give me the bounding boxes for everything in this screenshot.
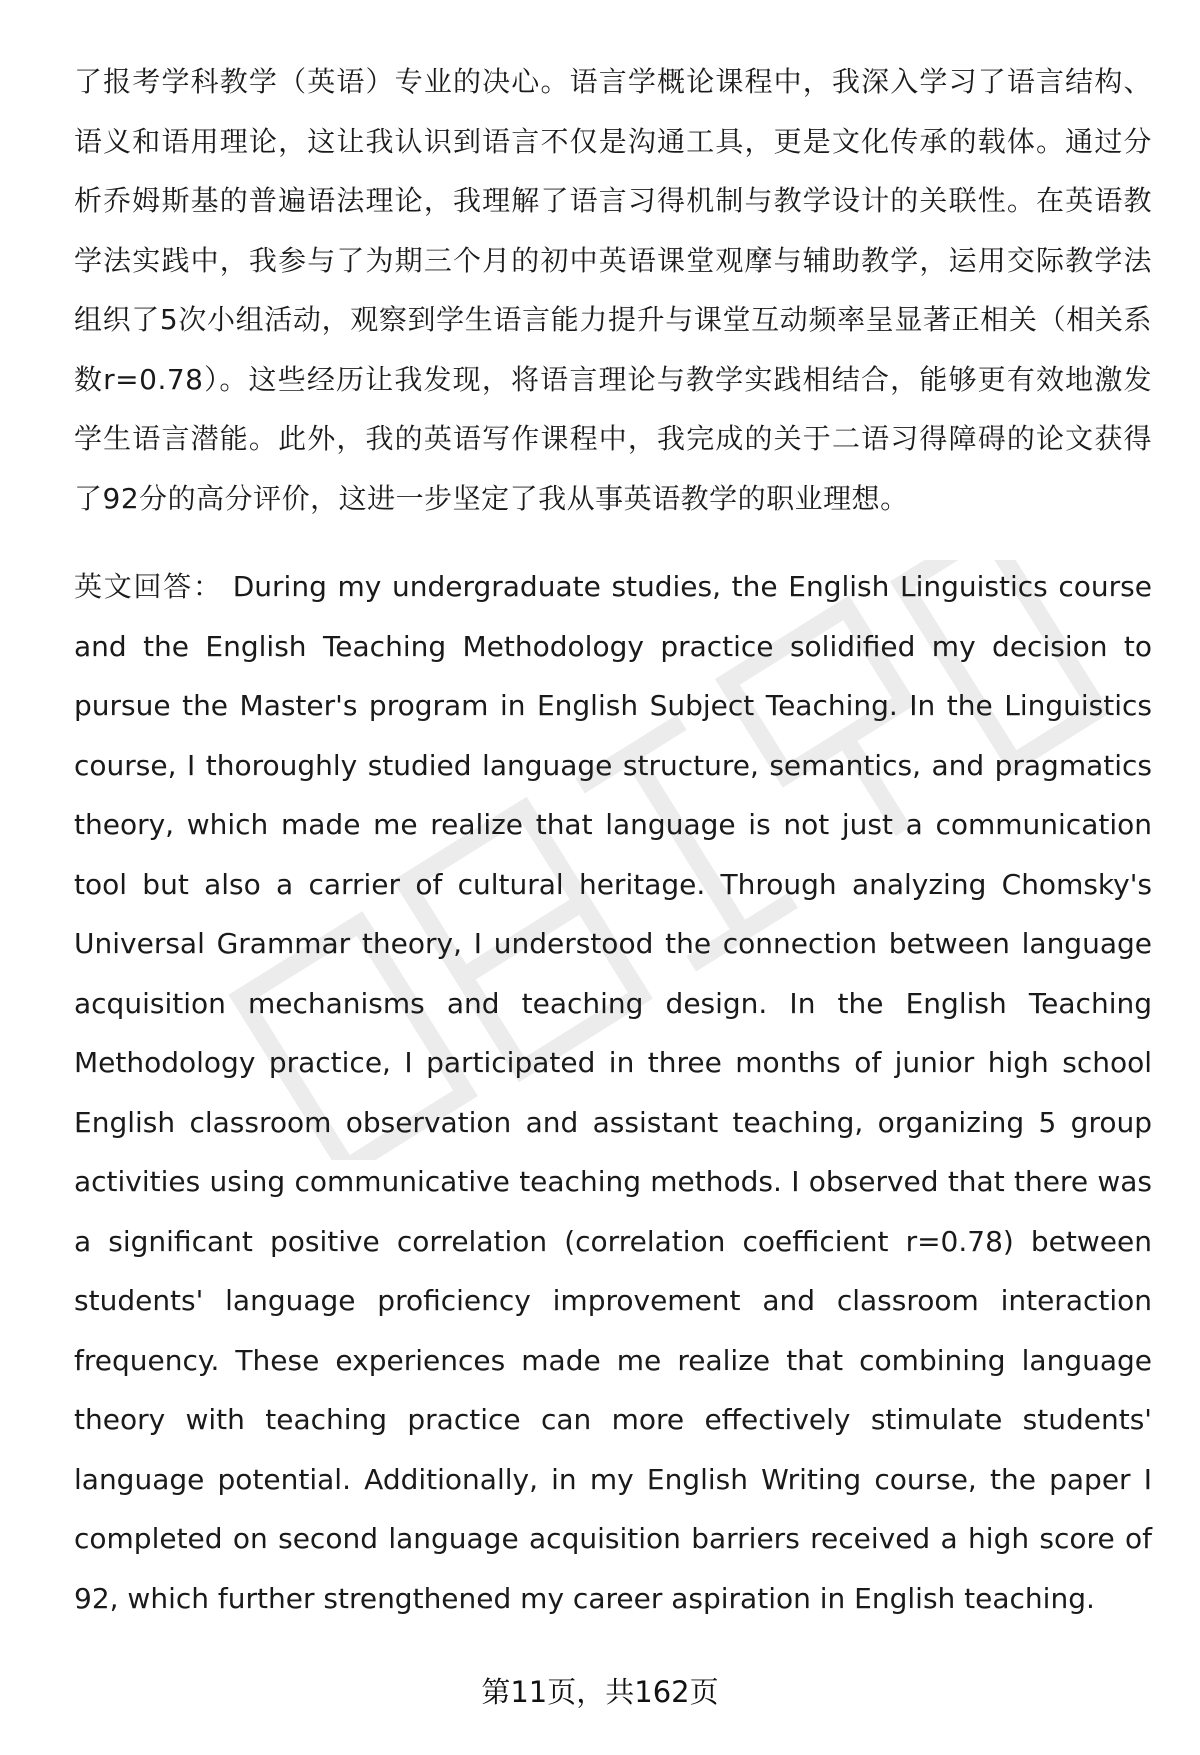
english-answer-paragraph bbox=[74, 557, 1152, 1628]
english-answer-text: During my undergraduate studies, the English Linguistics course and the English Teaching Methodology practice solidified my decision to pursue the Master's program in English Subject Teaching. In the Linguistics course, I thoroughly studied language structure, semantics, and pragmatics theory, which made me realize that language is not just a communication tool but also a carrier of cultural heritage. Through analyzing Chomsky's Universal Grammar theory, I understood the connection between language acquisition mechanisms and teaching design. In the English Teaching Methodology practice, I participated in three months of junior high school English classroom observation and assistant teaching, organizing 5 group activities using communicative teaching methods. I observed that there was a significant positive correlation (correlation coefficient r=0.78) between students' language proficiency improvement and classroom interaction frequency. These experiences made me realize that combining language theory with teaching practice can more effectively stimulate students' language potential. Additionally, in my English Writing course, the paper I completed on second language acquisition barriers received a high score of 92, which further strengthened my career aspiration in English teaching. bbox=[74, 570, 1152, 1615]
english-answer-label: 英文回答： bbox=[74, 570, 223, 603]
page-number: 第11页，共162页 bbox=[481, 1675, 719, 1709]
chinese-answer-paragraph: 了报考学科教学（英语）专业的决心。语言学概论课程中，我深入学习了语言结构、语义和语用理论，这让我认识到语言不仅是沟通工具，更是文化传承的载体。通过分析乔姆斯基的普遍语法理论，我理解了语言习得机制与教学设计的关联性。在英语教学法实践中，我参与了为期三个月的初中英语课堂观摩与辅助教学，运用交际教学法组织了5次小组活动，观察到学生语言能力提升与课堂互动频率呈显著正相关（相关系数r=0.78）。这些经历让我发现，将语言理论与教学实践相结合，能够更有效地激发学生语言潜能。此外，我的英语写作课程中，我完成的关于二语习得障碍的论文获得了92分的高分评价，这进一步坚定了我从事英语教学的职业理想。 bbox=[74, 65, 1152, 515]
document-body bbox=[74, 52, 1152, 1628]
